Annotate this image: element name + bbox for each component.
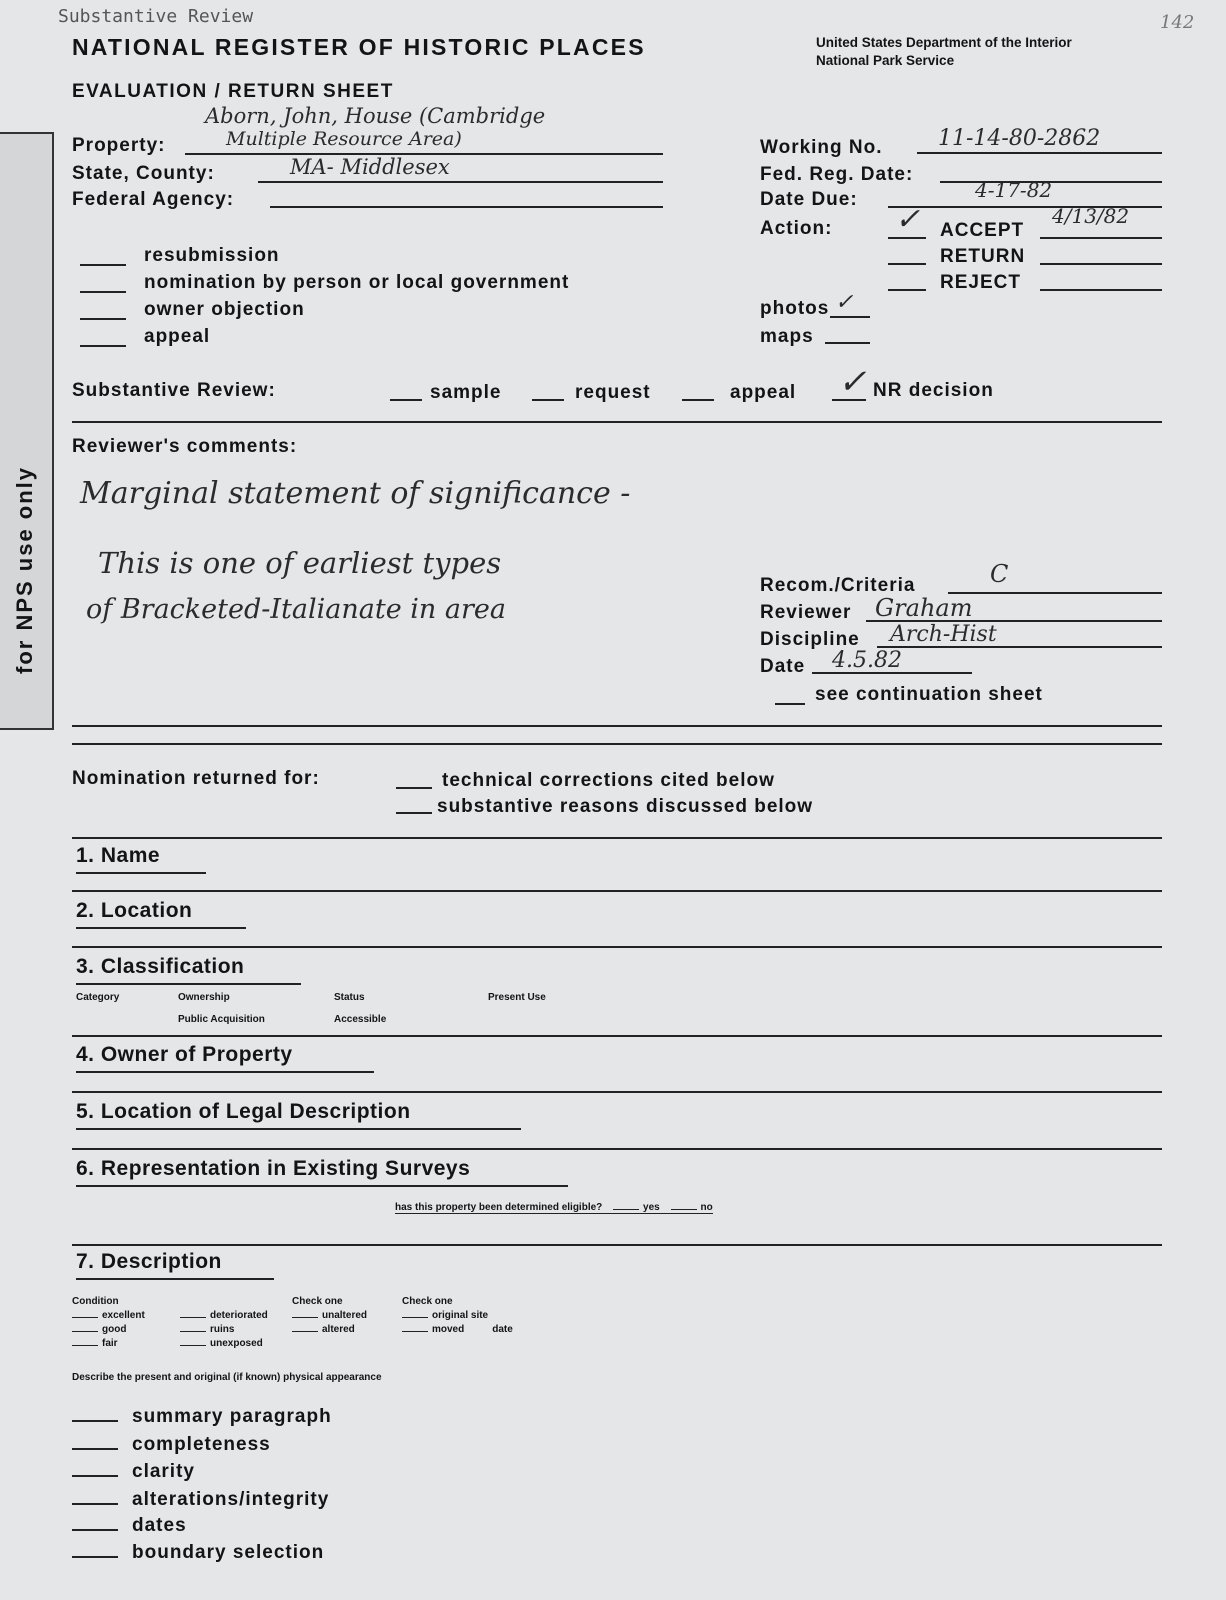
resubmission-blank xyxy=(80,264,126,266)
recom-date-line xyxy=(812,672,972,674)
section-2-divider xyxy=(72,946,1162,948)
section-3-divider xyxy=(72,1035,1162,1037)
nr-decision-option: NR decision xyxy=(873,380,994,401)
eligibility-question xyxy=(395,1202,713,1214)
working-no-line xyxy=(917,152,1162,154)
section-3-classification: 3. Classification xyxy=(76,955,301,985)
condition-heading: Condition xyxy=(72,1296,119,1307)
appeal-option: appeal xyxy=(144,326,211,347)
comment-line-3: of Bracketed-Italianate in area xyxy=(86,594,506,625)
nomination-option: nomination by person or local government xyxy=(144,272,570,293)
accept-check-mark: ✓ xyxy=(895,202,921,237)
eligible-yes: yes xyxy=(643,1202,660,1213)
nomination-blank xyxy=(80,291,126,293)
condition-good: good xyxy=(72,1324,126,1335)
agency-line-2: National Park Service xyxy=(816,53,955,68)
sample-option: sample xyxy=(430,382,502,403)
eligible-no: no xyxy=(700,1202,713,1213)
check-one-heading-2: Check one xyxy=(402,1296,453,1307)
comments-divider-2 xyxy=(72,743,1162,745)
condition-unexposed: unexposed xyxy=(180,1338,263,1349)
state-county-label: State, County: xyxy=(72,163,215,184)
working-no-value: 11-14-80-2862 xyxy=(938,126,1101,151)
return-line xyxy=(1040,263,1162,265)
category-heading: Category xyxy=(76,992,120,1003)
request-option: request xyxy=(575,382,651,403)
property-label: Property: xyxy=(72,135,166,156)
state-county-value: MA- Middlesex xyxy=(290,155,450,179)
substantive-review-label: Substantive Review: xyxy=(72,380,276,401)
check-one-heading-1: Check one xyxy=(292,1296,343,1307)
section-4-owner: 4. Owner of Property xyxy=(76,1043,374,1073)
agency-line-1: United States Department of the Interior xyxy=(816,35,1072,50)
fed-reg-date-label: Fed. Reg. Date: xyxy=(760,164,914,185)
accept-line xyxy=(1040,237,1162,239)
request-blank xyxy=(532,399,564,401)
photos-label: photos xyxy=(760,298,830,319)
public-acquisition-heading: Public Acquisition xyxy=(178,1014,265,1025)
discipline-label: Discipline xyxy=(760,629,860,650)
present-use-heading: Present Use xyxy=(488,992,546,1003)
condition-deteriorated: deteriorated xyxy=(180,1310,268,1321)
page-number: 142 xyxy=(1160,12,1195,33)
comment-line-2: This is one of earliest types xyxy=(98,546,502,580)
accept-blank xyxy=(888,237,926,239)
checklist-completeness: completeness xyxy=(72,1434,271,1456)
nomination-returned-label: Nomination returned for: xyxy=(72,768,320,789)
date-due-label: Date Due: xyxy=(760,189,858,210)
substantive-reasons-option: substantive reasons discussed below xyxy=(437,796,814,817)
reviewer-value: Graham xyxy=(875,594,973,622)
recom-criteria-value: C xyxy=(990,560,1009,588)
state-county-line xyxy=(258,181,663,183)
continuation-blank xyxy=(775,703,805,705)
condition-fair: fair xyxy=(72,1338,118,1349)
status-heading: Status xyxy=(334,992,365,1003)
technical-blank xyxy=(396,787,432,789)
federal-agency-label: Federal Agency: xyxy=(72,189,235,210)
comments-divider-1 xyxy=(72,725,1162,727)
owner-objection-option: owner objection xyxy=(144,299,305,320)
owner-objection-blank xyxy=(80,318,126,320)
substantive-review-stamp: Substantive Review xyxy=(58,6,254,27)
section-6-divider xyxy=(72,1244,1162,1246)
reject-blank xyxy=(888,289,926,291)
sample-blank xyxy=(390,399,422,401)
section-6-surveys: 6. Representation in Existing Surveys xyxy=(76,1157,568,1187)
date-due-value: 4-17-82 xyxy=(975,178,1053,202)
appeal-blank xyxy=(80,345,126,347)
section-4-divider xyxy=(72,1091,1162,1093)
form-title: NATIONAL REGISTER OF HISTORIC PLACES xyxy=(72,34,646,60)
return-blank xyxy=(888,263,926,265)
reject-label: REJECT xyxy=(940,272,1021,293)
maps-label: maps xyxy=(760,326,814,347)
return-label: RETURN xyxy=(940,246,1026,267)
describe-instruction: Describe the present and original (if known) physical appearance xyxy=(72,1372,382,1383)
condition-excellent: excellent xyxy=(72,1310,145,1321)
discipline-value: Arch-Hist xyxy=(890,622,997,647)
section-5-legal-description: 5. Location of Legal Description xyxy=(76,1100,521,1130)
property-value-2: Multiple Resource Area) xyxy=(226,128,462,150)
moved-option: moved date xyxy=(402,1324,513,1335)
federal-agency-line xyxy=(270,206,663,208)
checklist-summary-paragraph: summary paragraph xyxy=(72,1406,332,1428)
photos-check-mark: ✓ xyxy=(835,290,854,315)
recom-criteria-label: Recom./Criteria xyxy=(760,575,916,596)
unaltered-option: unaltered xyxy=(292,1310,367,1321)
action-label: Action: xyxy=(760,218,833,239)
substantive-divider xyxy=(72,421,1162,423)
ownership-heading: Ownership xyxy=(178,992,230,1003)
form-subtitle: EVALUATION / RETURN SHEET xyxy=(72,81,394,102)
condition-ruins: ruins xyxy=(180,1324,234,1335)
eligibility-question-text: has this property been determined eligible? xyxy=(395,1202,603,1213)
technical-corrections-option: technical corrections cited below xyxy=(442,770,775,791)
accept-label: ACCEPT xyxy=(940,220,1025,241)
continuation-sheet-label: see continuation sheet xyxy=(815,684,1043,705)
section-2-location: 2. Location xyxy=(76,899,246,929)
checklist-boundary-selection: boundary selection xyxy=(72,1542,324,1564)
checklist-clarity: clarity xyxy=(72,1461,195,1483)
property-value-1: Aborn, John, House (Cambridge xyxy=(205,104,546,128)
reviewer-label: Reviewer xyxy=(760,602,852,623)
moved-date-label: date xyxy=(492,1324,513,1335)
appeal-review-blank xyxy=(682,399,714,401)
section-1-name: 1. Name xyxy=(76,844,206,874)
accessible-heading: Accessible xyxy=(334,1014,387,1025)
section-5-divider xyxy=(72,1148,1162,1150)
substantive-reasons-blank xyxy=(396,812,432,814)
section-1-divider xyxy=(72,890,1162,892)
altered-option: altered xyxy=(292,1324,355,1335)
nr-decision-check-mark: ✓ xyxy=(838,362,867,402)
maps-line xyxy=(825,342,870,344)
section-7-description: 7. Description xyxy=(76,1250,274,1280)
reject-line xyxy=(1040,289,1162,291)
recom-criteria-line xyxy=(948,592,1162,594)
discipline-line xyxy=(877,646,1162,648)
resubmission-option: resubmission xyxy=(144,245,280,266)
recom-date-label: Date xyxy=(760,656,806,677)
nps-use-only-label: for NPS use only xyxy=(12,465,37,674)
photos-line xyxy=(830,316,870,318)
appeal-review-option: appeal xyxy=(730,382,797,403)
comment-line-1: Marginal statement of significance - xyxy=(80,476,631,511)
reviewer-comments-label: Reviewer's comments: xyxy=(72,436,298,457)
original-site-option: original site xyxy=(402,1310,488,1321)
working-no-label: Working No. xyxy=(760,137,883,158)
returned-divider xyxy=(72,837,1162,839)
checklist-alterations-integrity: alterations/integrity xyxy=(72,1489,329,1511)
accept-date-value: 4/13/82 xyxy=(1052,204,1130,228)
recom-date-value: 4.5.82 xyxy=(832,648,902,673)
checklist-dates: dates xyxy=(72,1515,187,1537)
nr-decision-blank xyxy=(832,399,866,401)
